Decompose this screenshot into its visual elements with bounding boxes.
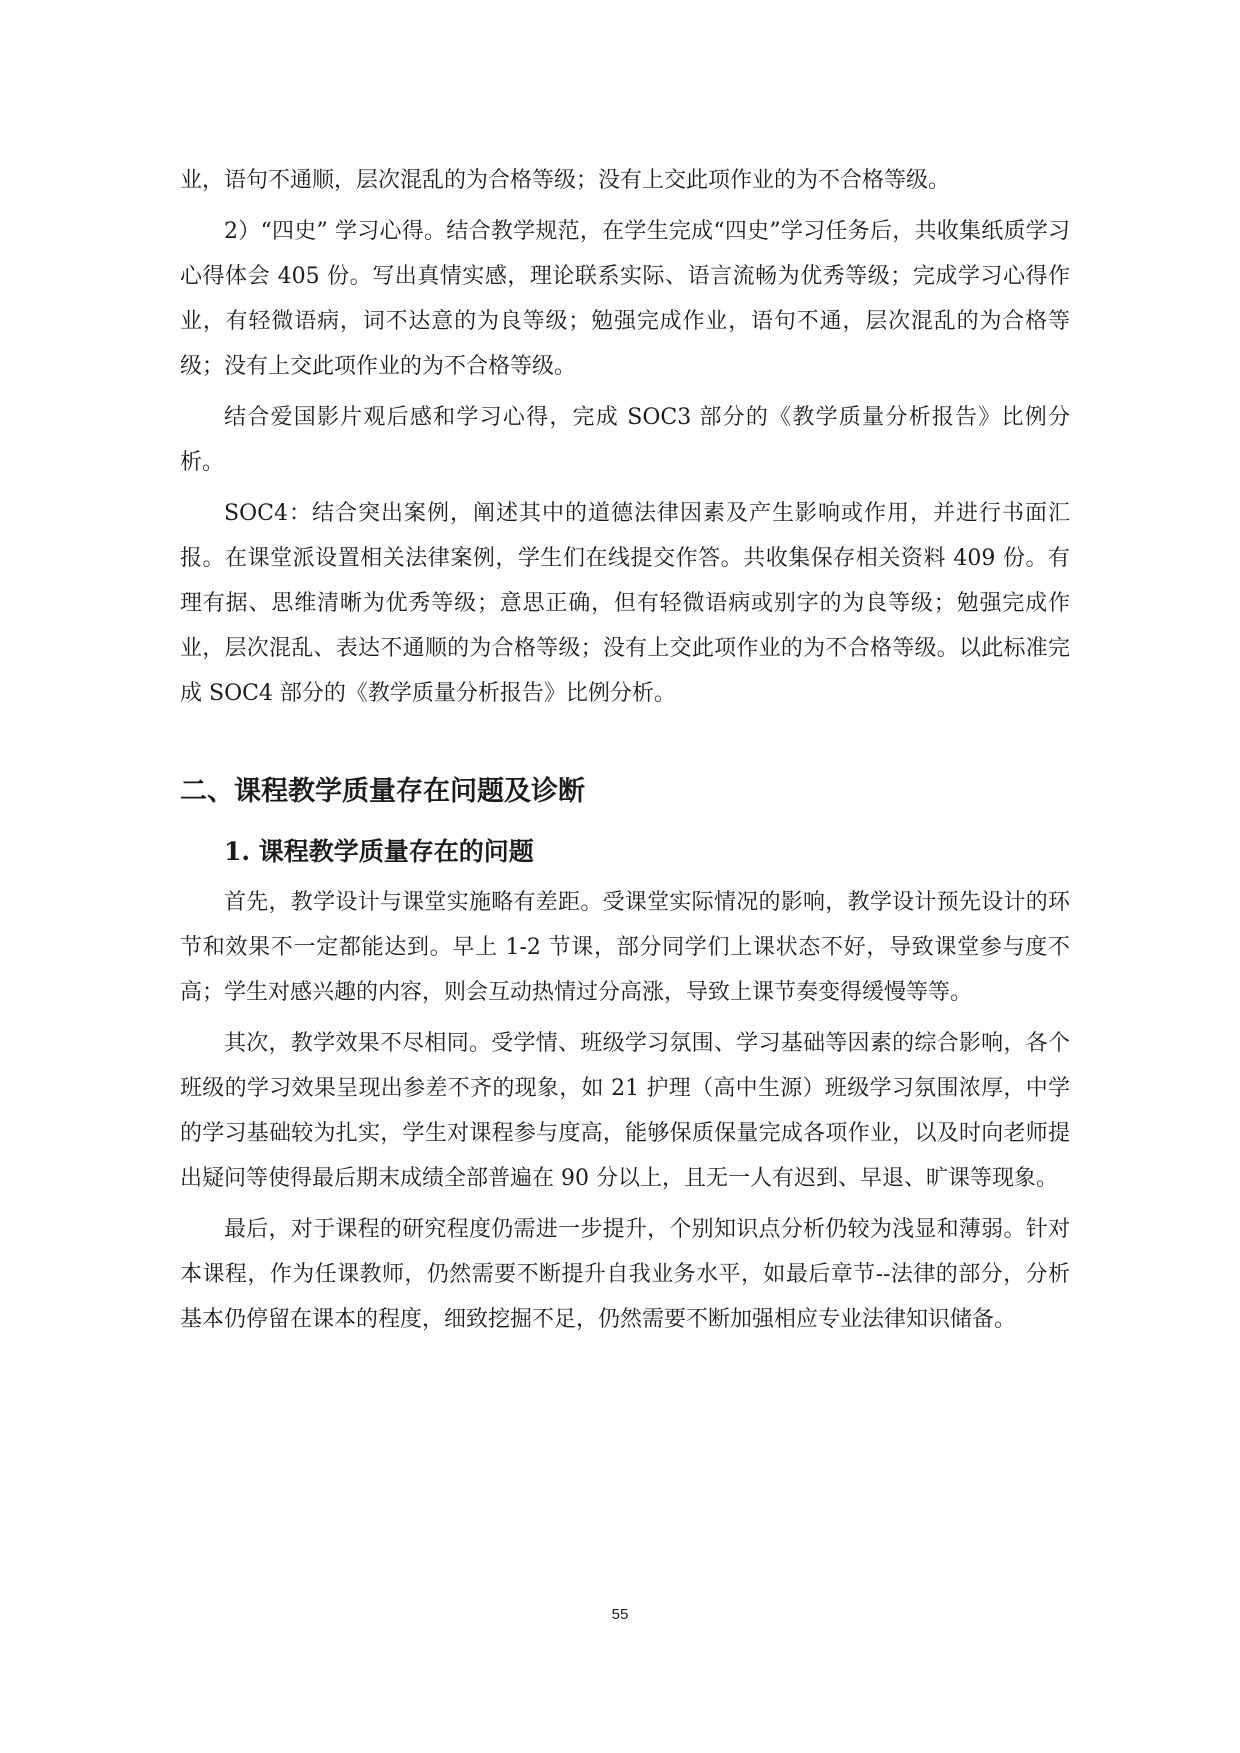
section-heading: 二、课程教学质量存在问题及诊断 xyxy=(180,776,585,807)
page-number: 55 xyxy=(611,1606,629,1623)
paragraph-first: 首先，教学设计与课堂实施略有差距。受课堂实际情况的影响，教学设计预先设计的环节和效果不一定都能达到。早上 1-2 节课，部分同学们上课状态不好，导致课堂参与度不高；学生对感兴趣的内容，则会互动热情过分高涨，导致上课节奏变得缓慢等等。 xyxy=(180,890,1070,1005)
paragraph-continuation: 业，语句不通顺，层次混乱的为合格等级；没有上交此项作业的为不合格等级。 xyxy=(180,168,951,193)
document-page xyxy=(180,158,1070,1348)
paragraph-finally: 最后，对于课程的研究程度仍需进一步提升，个别知识点分析仍较为浅显和薄弱。针对本课程，作为任课教师，仍然需要不断提升自我业务水平，如最后章节--法律的部分，分析基本仍停留在课本的程度，细致挖掘不足，仍然需要不断加强相应专业法律知识储备。 xyxy=(180,1217,1070,1332)
sub-heading: 1. 课程教学质量存在的问题 xyxy=(224,837,534,866)
paragraph-four-histories: 2）“四史” 学习心得。结合教学规范，在学生完成“四史”学习任务后，共收集纸质学习心得体会 405 份。写出真情实感，理论联系实际、语言流畅为优秀等级；完成学习心得作业，有轻微语病，词不达意的为良等级；勉强完成作业，语句不通，层次混乱的为合格等级；没有上交此项作业的为不合格等级。 xyxy=(180,219,1070,379)
paragraph-soc4: SOC4：结合突出案例，阐述其中的道德法律因素及产生影响或作用，并进行书面汇报。在课堂派设置相关法律案例，学生们在线提交作答。共收集保存相关资料 409 份。有理有据、思维清晰为优秀等级；意思正确，但有轻微语病或别字的为良等级；勉强完成作业，层次混乱、表达不通顺的为合格等级；没有上交此项作业的为不合格等级。以此标准完成 SOC4 部分的《教学质量分析报告》比例分析。 xyxy=(180,501,1070,706)
paragraph-soc3: 结合爱国影片观后感和学习心得，完成 SOC3 部分的《教学质量分析报告》比例分析。 xyxy=(180,405,1070,475)
paragraph-second: 其次，教学效果不尽相同。受学情、班级学习氛围、学习基础等因素的综合影响，各个班级的学习效果呈现出参差不齐的现象，如 21 护理（高中生源）班级学习氛围浓厚，中学的学习基础较为扎实，学生对课程参与度高，能够保质保量完成各项作业，以及时向老师提出疑问等使得最后期末成绩全部普遍在 90 分以上，且无一人有迟到、早退、旷课等现象。 xyxy=(180,1031,1070,1191)
